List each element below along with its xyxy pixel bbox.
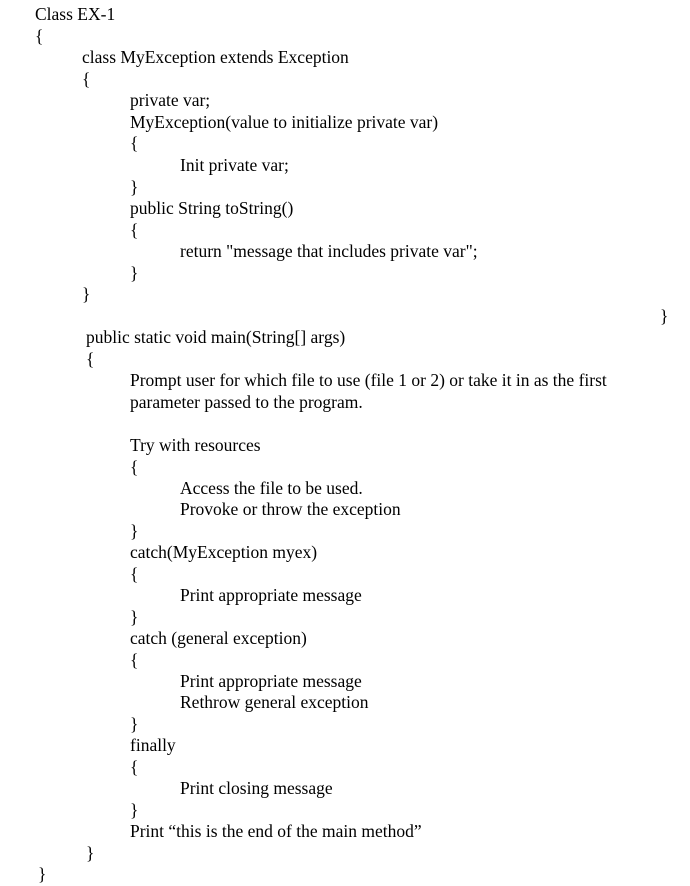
- try-close-brace: }: [130, 521, 139, 541]
- main-signature: public static void main(String[] args): [86, 327, 346, 347]
- catch-myexception-header: catch(MyException myex): [130, 542, 318, 562]
- constructor-body: Init private var;: [180, 155, 289, 175]
- try-open-brace: {: [130, 457, 139, 477]
- catch-myexception-body: Print appropriate message: [180, 585, 362, 605]
- main-open-brace: {: [86, 349, 95, 369]
- finally-body: Print closing message: [180, 778, 333, 798]
- catch-myexception-close-brace: }: [130, 607, 139, 627]
- stray-close-brace: }: [660, 306, 669, 326]
- catch-myexception-open-brace: {: [130, 564, 139, 584]
- class-close-brace: }: [38, 864, 47, 884]
- constructor-signature: MyException(value to initialize private var): [130, 112, 439, 132]
- main-close-brace: }: [86, 843, 95, 863]
- finally-header: finally: [130, 735, 176, 755]
- tostring-open-brace: {: [130, 220, 139, 240]
- catch-general-close-brace: }: [130, 714, 139, 734]
- tostring-body: return "message that includes private var";: [180, 241, 478, 261]
- catch-general-header: catch (general exception): [130, 628, 307, 648]
- catch-general-body-1: Print appropriate message: [180, 671, 362, 691]
- prompt-line-2: parameter passed to the program.: [130, 392, 363, 412]
- inner-class-close-brace: }: [82, 284, 91, 304]
- try-body-1: Access the file to be used.: [180, 478, 363, 498]
- finally-open-brace: {: [130, 757, 139, 777]
- tostring-signature: public String toString(): [130, 198, 294, 218]
- constructor-close-brace: }: [130, 177, 139, 197]
- prompt-line-1: Prompt user for which file to use (file 1 or 2) or take it in as the first: [130, 370, 607, 390]
- tostring-close-brace: }: [130, 263, 139, 283]
- try-body-2: Provoke or throw the exception: [180, 499, 401, 519]
- end-of-main-print: Print “this is the end of the main method”: [130, 821, 422, 841]
- inner-class-declaration: class MyException extends Exception: [82, 47, 349, 67]
- private-var-line: private var;: [130, 90, 211, 110]
- catch-general-body-2: Rethrow general exception: [180, 692, 369, 712]
- constructor-open-brace: {: [130, 133, 139, 153]
- catch-general-open-brace: {: [130, 650, 139, 670]
- class-header: Class EX-1: [35, 4, 116, 24]
- try-header: Try with resources: [130, 435, 261, 455]
- finally-close-brace: }: [130, 800, 139, 820]
- inner-class-open-brace: {: [82, 69, 91, 89]
- class-open-brace: {: [35, 26, 44, 46]
